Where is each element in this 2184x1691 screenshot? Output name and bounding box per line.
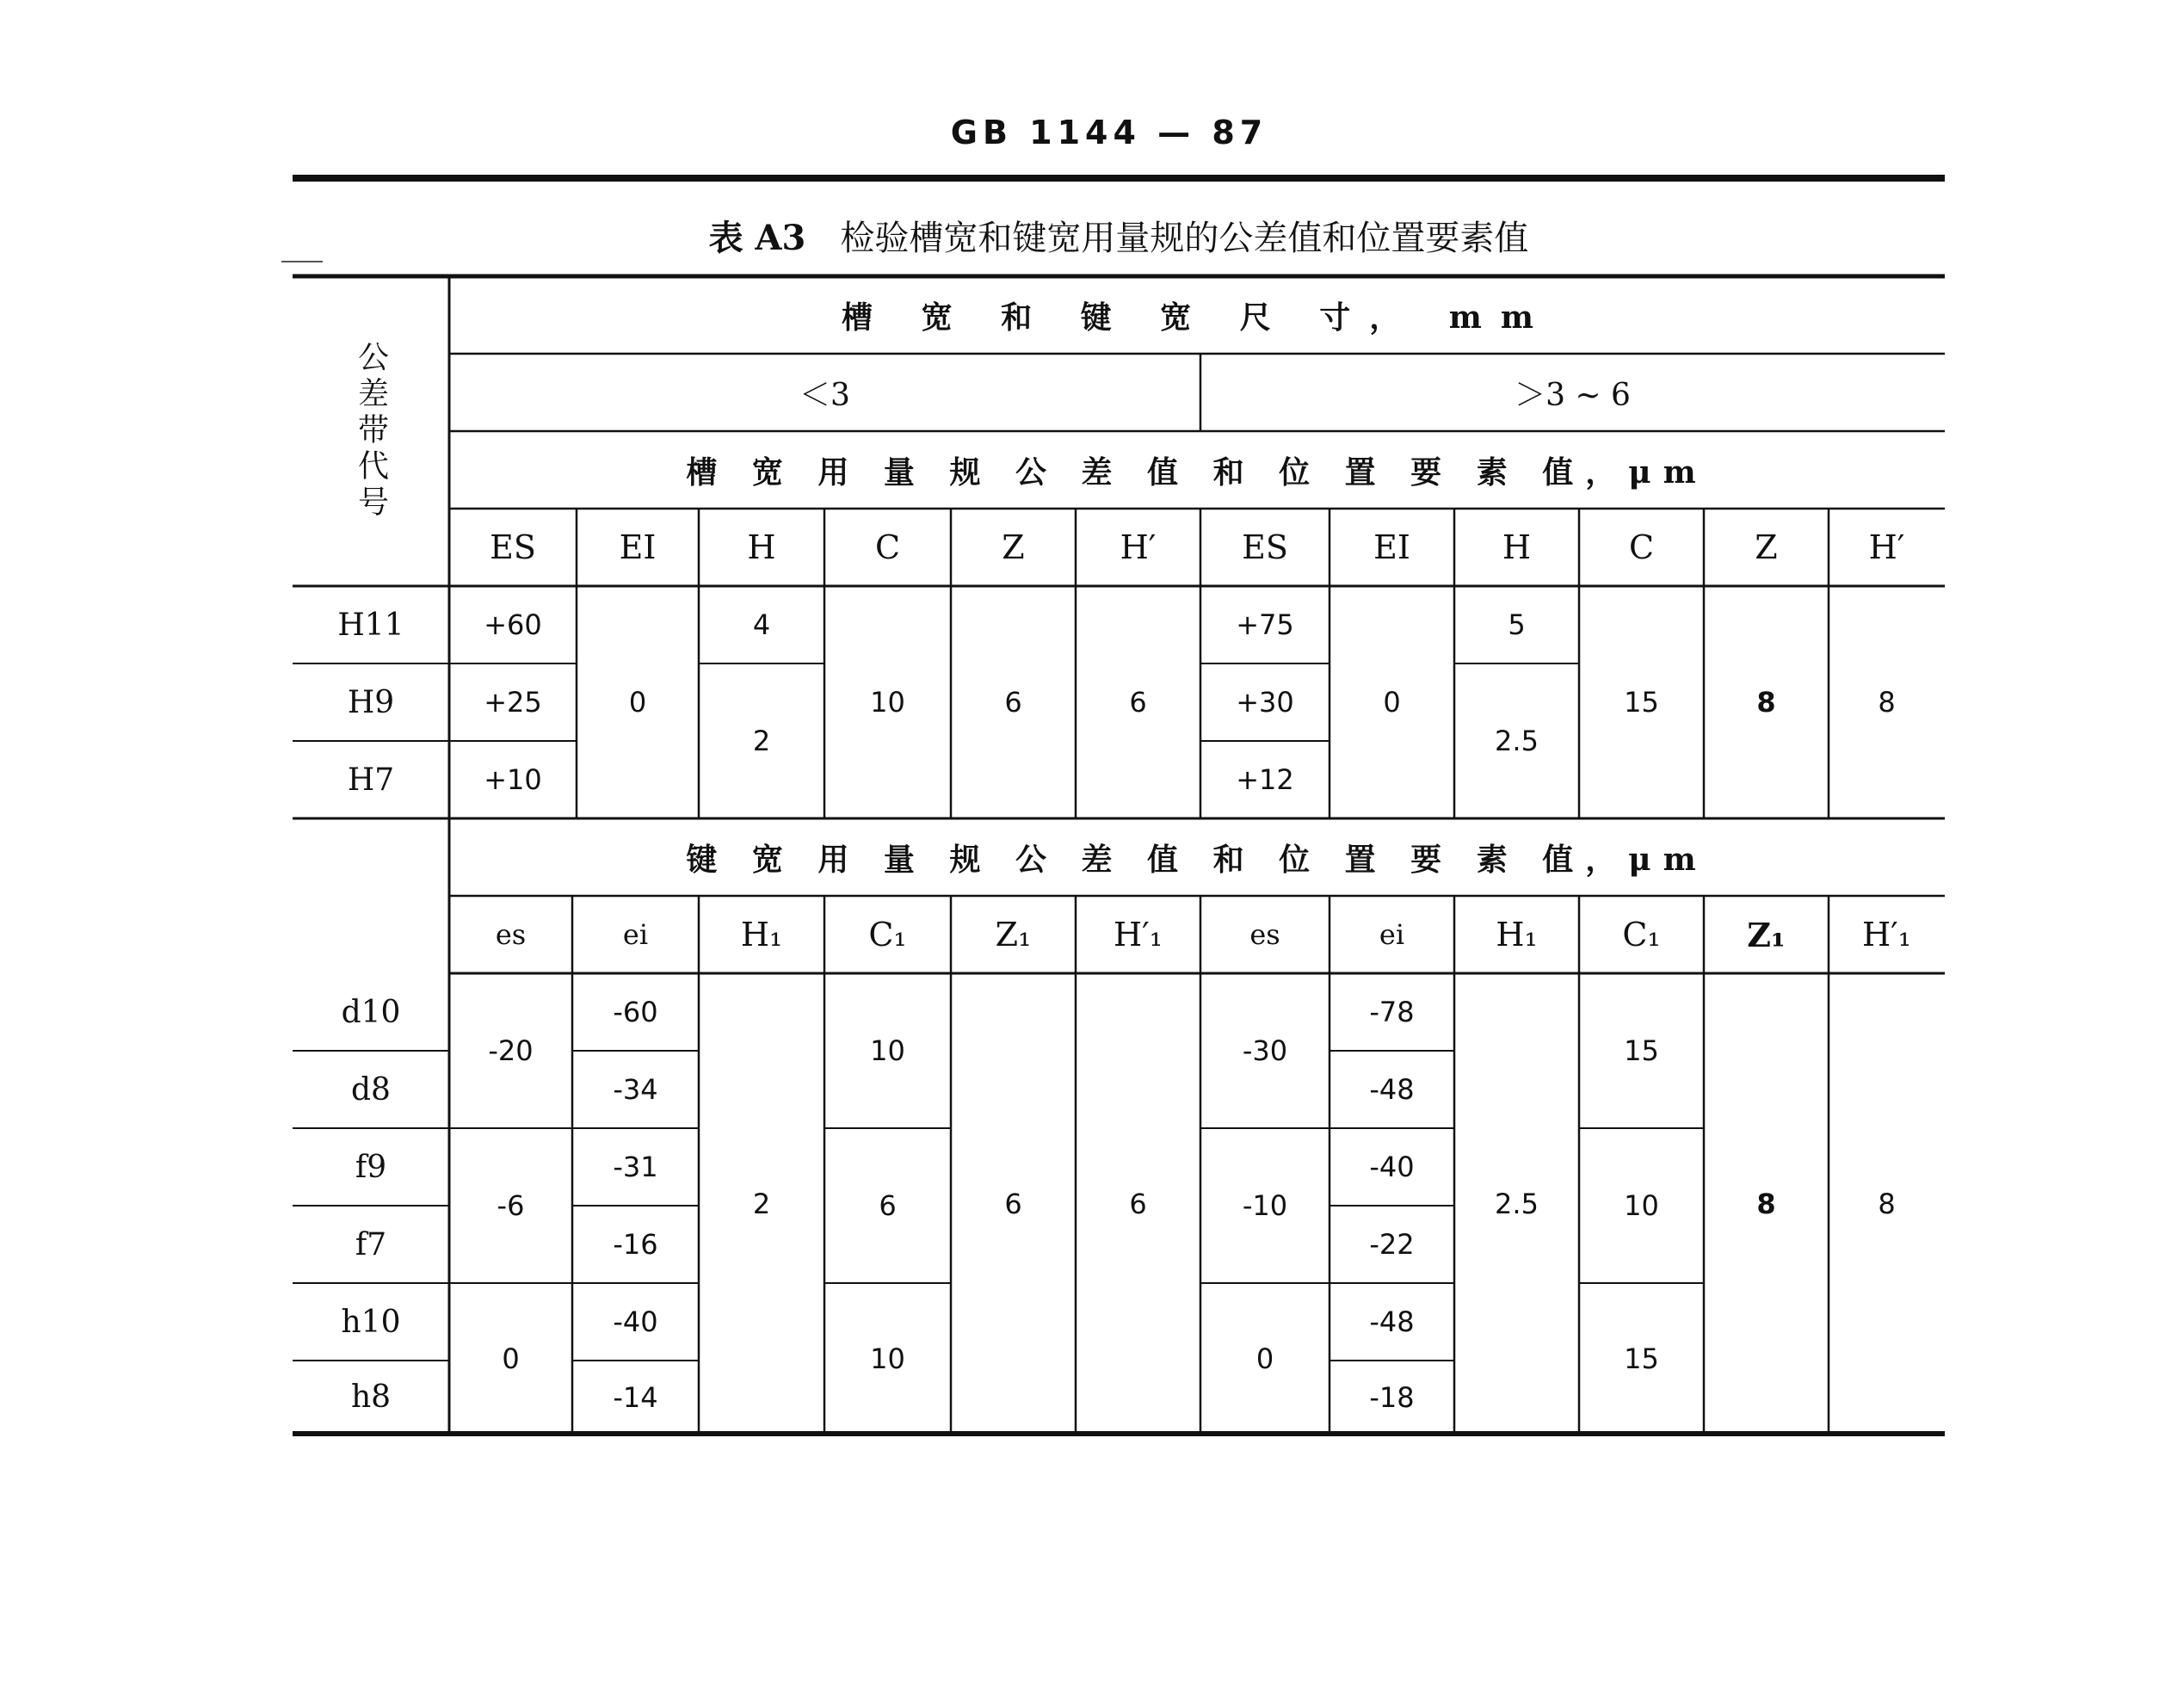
- col-groove-c: C: [874, 528, 901, 566]
- groove-z-lt3: 6: [1004, 686, 1022, 719]
- key-ei-d10-lt3: -60: [613, 996, 658, 1028]
- groove-hprime-3to6: 8: [1878, 686, 1896, 719]
- groove-h-h9h7-lt3: 2: [752, 725, 771, 757]
- col-key-hprime1: H′₁: [1114, 916, 1163, 954]
- key-ei-h8-lt3: -14: [613, 1380, 658, 1414]
- key-ei-f7-3to6: -22: [1369, 1228, 1415, 1261]
- row-label-d8: d8: [351, 1071, 391, 1108]
- groove-es-h7-3to6: +12: [1236, 763, 1294, 796]
- groove-c-3to6: 15: [1624, 686, 1659, 719]
- groove-es-h11-3to6: +75: [1236, 608, 1294, 641]
- key-c1-h-lt3: 10: [870, 1342, 905, 1375]
- row-label-h11: H11: [337, 607, 404, 643]
- tolerance-code-header: 公差带代号: [353, 341, 389, 521]
- key-ei-d8-lt3: -34: [613, 1073, 658, 1106]
- key-h1-3to6: 2.5: [1495, 1187, 1539, 1220]
- key-ei-f9-3to6: -40: [1369, 1151, 1415, 1183]
- key-c1-d-lt3: 10: [870, 1034, 905, 1067]
- col-groove-hprime: H′: [1120, 528, 1157, 566]
- groove-gauge-header: 槽 宽 用 量 规 公 差 值 和 位 置 要 素 值，μm: [686, 454, 1708, 491]
- groove-ei-3to6: 0: [1383, 686, 1401, 719]
- col-groove-hprime-2: H′: [1868, 528, 1905, 566]
- table-title: 检验槽宽和键宽用量规的公差值和位置要素值: [840, 219, 1529, 258]
- key-es-h-lt3: 0: [502, 1342, 520, 1375]
- col-groove-z: Z: [1002, 528, 1025, 566]
- col-key-es: es: [495, 918, 527, 951]
- col-groove-es: ES: [490, 528, 536, 566]
- groove-es-h9-3to6: +30: [1236, 686, 1294, 719]
- groove-es-h7-lt3: +10: [484, 763, 542, 796]
- row-label-f9: f9: [355, 1149, 387, 1185]
- key-gauge-header: 键 宽 用 量 规 公 差 值 和 位 置 要 素 值，μm: [686, 841, 1708, 878]
- key-hprime1-3to6: 8: [1878, 1187, 1896, 1220]
- range-3to6: ＞3 ~ 6: [1515, 377, 1631, 413]
- groove-h-h9h7-3to6: 2.5: [1495, 725, 1539, 757]
- key-z1-3to6: 8: [1756, 1187, 1776, 1220]
- col-key-z1-2: Z₁: [1747, 915, 1786, 954]
- row-label-d10: d10: [341, 994, 401, 1030]
- groove-es-h11-lt3: +60: [484, 608, 542, 641]
- groove-c-lt3: 10: [870, 686, 905, 719]
- size-header: 槽 宽 和 键 宽 尺 寸， mm: [842, 299, 1552, 336]
- key-c1-h-3to6: 15: [1624, 1342, 1659, 1375]
- col-groove-ei: EI: [619, 528, 657, 566]
- col-key-ei: ei: [622, 918, 649, 951]
- groove-h-h11-lt3: 4: [752, 608, 771, 641]
- row-label-h10: h10: [341, 1304, 401, 1340]
- table-number: 表 A3: [708, 218, 806, 258]
- key-hprime1-lt3: 6: [1129, 1187, 1147, 1220]
- groove-hprime-lt3: 6: [1129, 686, 1147, 719]
- key-es-d-3to6: -30: [1242, 1034, 1288, 1067]
- row-label-h7: H7: [347, 762, 395, 798]
- key-c1-f-3to6: 10: [1624, 1189, 1659, 1222]
- col-groove-es-2: ES: [1242, 528, 1288, 566]
- range-lt3: ＜3: [799, 377, 850, 413]
- key-ei-f9-lt3: -31: [613, 1151, 658, 1183]
- key-c1-d-3to6: 15: [1624, 1034, 1659, 1067]
- key-c1-f-lt3: 6: [879, 1189, 897, 1222]
- col-groove-c-2: C: [1628, 528, 1655, 566]
- key-es-f-3to6: -10: [1242, 1189, 1288, 1222]
- key-ei-d8-3to6: -48: [1369, 1073, 1415, 1106]
- key-es-h-3to6: 0: [1255, 1342, 1274, 1375]
- col-groove-z-2: Z: [1755, 528, 1778, 566]
- groove-h-h11-3to6: 5: [1508, 608, 1526, 641]
- groove-ei-lt3: 0: [628, 686, 647, 719]
- document-header: GB 1144 — 87: [950, 114, 1268, 151]
- col-key-h1-2: H₁: [1496, 916, 1538, 954]
- key-es-d-lt3: -20: [488, 1034, 534, 1067]
- groove-z-3to6: 8: [1756, 686, 1776, 719]
- col-key-c1-2: C₁: [1622, 916, 1661, 954]
- col-key-es-2: es: [1249, 918, 1280, 951]
- key-ei-h8-3to6: -18: [1369, 1380, 1415, 1414]
- col-key-ei-2: ei: [1379, 918, 1405, 951]
- key-es-f-lt3: -6: [497, 1189, 525, 1222]
- key-ei-h10-lt3: -40: [613, 1305, 658, 1338]
- col-key-hprime1-2: H′₁: [1862, 916, 1911, 954]
- col-key-c1: C₁: [868, 916, 907, 954]
- col-groove-h-2: H: [1502, 528, 1532, 566]
- key-h1-lt3: 2: [752, 1187, 771, 1220]
- col-key-z1: Z₁: [995, 916, 1032, 954]
- col-groove-ei-2: EI: [1373, 528, 1410, 566]
- row-label-h8: h8: [350, 1379, 392, 1415]
- col-groove-h: H: [747, 528, 776, 566]
- col-key-h1: H₁: [740, 916, 783, 954]
- key-ei-h10-3to6: -48: [1369, 1305, 1415, 1338]
- row-label-h9: H9: [347, 684, 395, 720]
- groove-es-h9-lt3: +25: [484, 686, 542, 719]
- key-ei-f7-lt3: -16: [613, 1228, 658, 1261]
- key-ei-d10-3to6: -78: [1369, 996, 1415, 1028]
- key-z1-lt3: 6: [1004, 1187, 1022, 1220]
- row-label-f7: f7: [355, 1226, 387, 1262]
